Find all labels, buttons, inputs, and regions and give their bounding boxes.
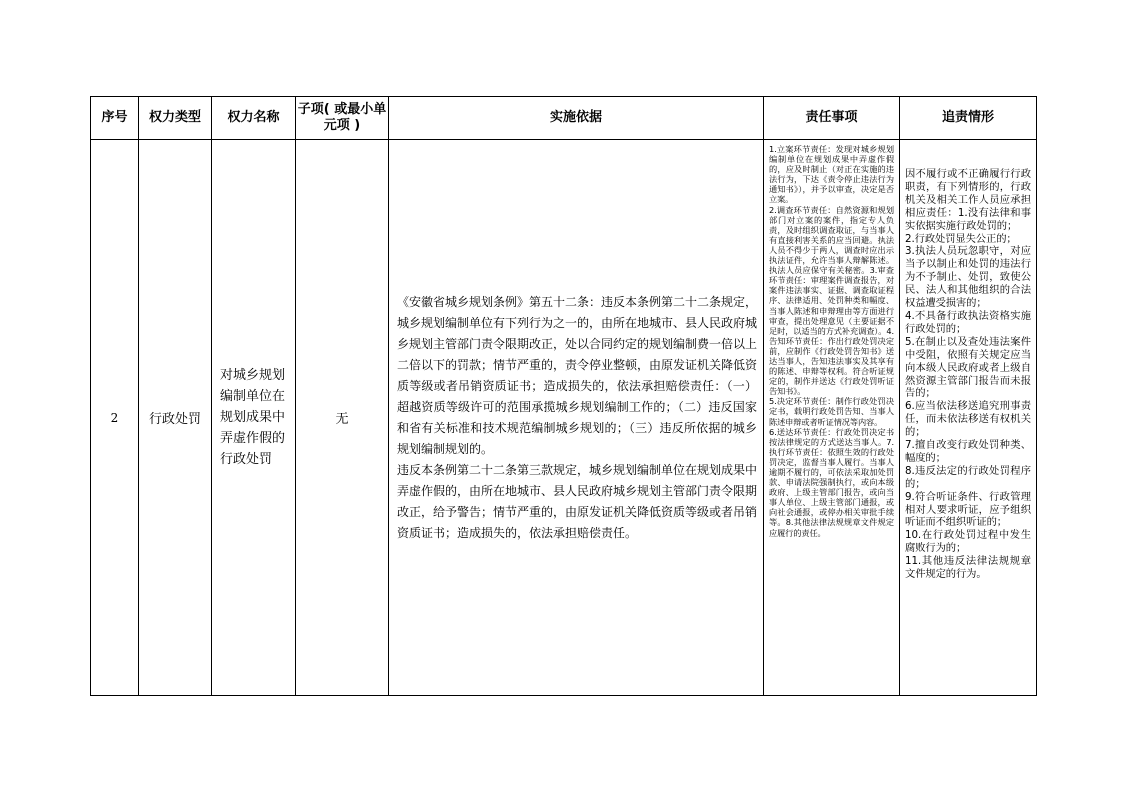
header-sub-item: 子项( 或最小单元项 ): [296, 97, 389, 140]
basis-paragraph-2: 违反本条例第二十二条第三款规定，城乡规划编制单位在规划成果中弄虚作假的，由所在地城市、县人民政府城乡规划主管部门责令限期改正，给予警告；情节严重的，由原发证机关降低资质等级或者吊销资质证书；造成损失的，依法承担赔偿责任。: [397, 462, 758, 540]
header-row: [91, 97, 1037, 140]
accountability-item: 2.行政处罚显失公正的；: [905, 232, 1017, 245]
row-power-name: 对城乡规划编制单位在规划成果中弄虚作假的行政处罚: [212, 140, 296, 696]
header-accountability: 追责情形: [900, 97, 1037, 140]
accountability-item: 7.擅自改变行政处罚种类、幅度的；: [905, 439, 1031, 464]
accountability-item: 6.应当依法移送追究刑事责任，而未依法移送有权机关的；: [905, 400, 1031, 439]
header-basis: 实施依据: [389, 97, 764, 140]
header-power-name: 权力名称: [212, 97, 296, 140]
row-number: 2: [91, 140, 139, 696]
basis-paragraph-1: 《安徽省城乡规划条例》第五十二条：违反本条例第二十二条规定，城乡规划编制单位有下列行为之一的，由所在地城市、县人民政府城乡规划主管部门责令限期改正，处以合同约定的规划编制费一倍以上二倍以下的罚款；情节严重的，责令停业整顿，由原发证机关降低资质等级或者吊销资质证书；造成损失的，依法承担赔偿责任：（一）超越资质等级许可的范围承揽城乡规划编制工作的；（二）违反国家和省有关标准和技术规范编制城乡规划的；（三）违反所依据的城乡规划编制规划的。: [397, 294, 758, 456]
accountability-item: 9.符合听证条件、行政管理相对人要求听证，应予组织听证而不组织听证的；: [905, 490, 1031, 529]
row-power-type: 行政处罚: [139, 140, 212, 696]
accountability-item: 因不履行或不正确履行行政职责，有下列情形的，行政机关及相关工作人员应承担相应责任：1.没有法律和事实依据实施行政处罚的；: [905, 168, 1031, 232]
responsibility-item: 6.送达环节责任：行政处罚决定书按法律规定的方式送达当事人。7.执行环节责任：依照生效的行政处罚决定，监督当事人履行。当事人逾期不履行的，可依法采取加处罚款、申请法院强制执行，或向本级政府、上级主管部门报告，或向当事人单位、上级主管部门通报，或向社会通报，或停办相关审批手续等。8.其他法律法规规章文件规定应履行的责任。: [769, 426, 894, 538]
accountability-item: 10.在行政处罚过程中发生腐败行为的；: [905, 529, 1031, 555]
power-list-table: [90, 96, 1037, 696]
table-row: [91, 140, 1037, 696]
header-power-type: 权力类型: [139, 97, 212, 140]
responsibility-item: 2.调查环节责任：自然资源和规划部门对立案的案件，指定专人负责，及时组织调查取证，与当事人有直接利害关系的应当回避。执法人员不得少于两人，调查时应出示执法证件，允许当事人辩解陈述。执法人员应保守有关秘密。3.审查环节责任：审理案件调查报告，对案件违法事实、证据、调查取证程序、法律适用、处罚种类和幅度、当事人陈述和申辩理由等方面进行审查，提出处理意见（主要证据不足时，以适当的方式补充调查）。4.告知环节责任：作出行政处罚决定前，应制作《行政处罚告知书》送达当事人，告知违法事实及其享有的陈述、申辩等权利。符合听证规定的，制作并送达《行政处罚听证告知书》。: [769, 204, 894, 397]
responsibility-item: 5.决定环节责任：制作行政处罚决定书，载明行政处罚告知、当事人陈述申辩或者听证情况等内容。: [769, 396, 894, 427]
accountability-item: 11.其他违反法律法规规章文件规定的行为。: [905, 555, 1031, 581]
accountability-item: 8.违反法定的行政处罚程序的；: [905, 464, 1031, 490]
header-number: 序号: [91, 97, 139, 140]
responsibility-item: 1.立案环节责任：发现对城乡规划编制单位在规划成果中弄虚作假的，应及时制止（对正在实施的违法行为，下达《责令停止违法行为通知书》），并予以审查，决定是否立案。: [769, 144, 894, 205]
row-responsibilities: [764, 140, 900, 696]
accountability-item: 5.在制止以及查处违法案件中受阻，依照有关规定应当向本级人民政府或者上级自然资源主管部门报告而未报告的；: [905, 335, 1031, 400]
accountability-item: 4.不具备行政执法资格实施行政处罚的；: [905, 309, 1031, 335]
row-basis: [389, 140, 764, 696]
row-sub-item: 无: [296, 140, 389, 696]
header-responsibilities: 责任事项: [764, 97, 900, 140]
row-accountability: [900, 140, 1037, 696]
accountability-item: 3.执法人员玩忽职守，对应当予以制止和处罚的违法行为不予制止、处罚，致使公民、法人和其他组织的合法权益遭受损害的；: [905, 245, 1031, 310]
